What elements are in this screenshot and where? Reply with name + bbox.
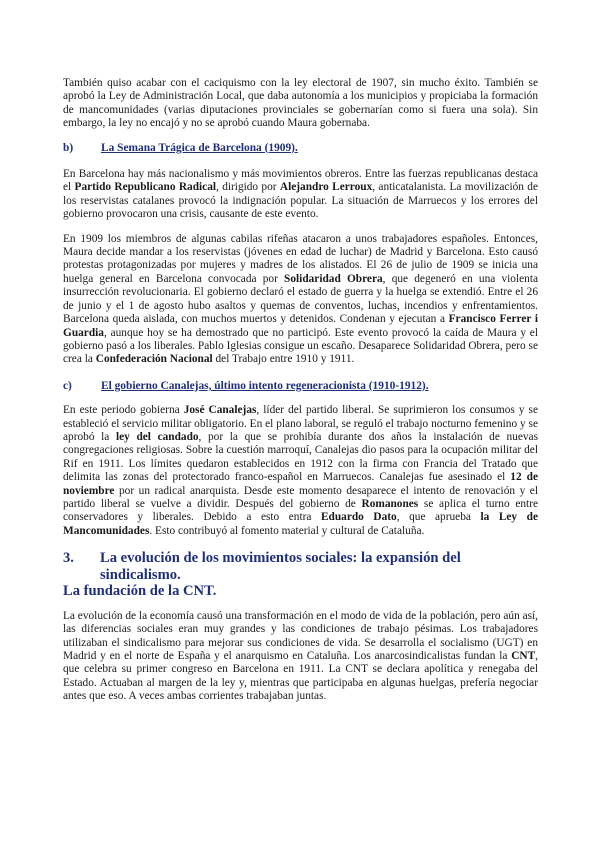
subheading-letter: b) [63, 141, 74, 154]
subheading-letter: c) [63, 379, 72, 392]
text-run: La evolución de la economía causó una transformación en el modo de vida de la población, pero aún así, las diferencias sociales eran muy grandes y las condiciones de trabajo pésimas. Los trabajadores utilizaban el sindicalismo para mejorar sus condiciones de vida. Se desarrolla el socialismo (UGT) en Madrid y en el norte de España y el anarquismo en Cataluña. Los anarcosindicalistas fundan la [63, 609, 539, 662]
bold-term: José Canalejas [183, 404, 257, 417]
bold-term: ley del candado [115, 430, 199, 443]
section-title [63, 550, 538, 600]
subheading-c [63, 380, 538, 393]
text-run: , líder del partido liberal. Se suprimieron los consumos y se estableció el servicio militar obligatorio. En el plano laboral, se reguló el trabajo nocturno femenino y se aprobó la [63, 404, 538, 443]
text-run: En Barcelona hay más nacionalismo y más movimientos obreros. Entre las fuerzas republicanas destaca el [63, 168, 538, 194]
bold-term: Confederación Nacional [95, 353, 213, 366]
subheading-title: La Semana Trágica de Barcelona (1909). [101, 141, 298, 154]
text-run: . Esto contribuyó al fomento material y cultural de Cataluña. [149, 524, 425, 537]
text-run: del Trabajo entre 1910 y 1911. [212, 353, 355, 366]
bold-term: Solidaridad Obrera [284, 272, 383, 285]
section-title-line: La fundación de la CNT. [63, 583, 217, 600]
text-run: se aplica el turno entre conservadores y liberales. Debido a esto entra [63, 497, 539, 524]
text-run: , aunque hoy se ha demostrado que no participó. Este evento provocó la caída de Maura y el gobierno pasó a los liberales. Pablo Iglesias consigue un escaño. Desaparece Solidaridad Obrera, pero se crea la [63, 326, 538, 366]
paragraph-canalejas [63, 404, 538, 538]
bold-term: 12 de noviembre [63, 471, 538, 497]
subheading-b [63, 142, 538, 155]
bold-term: la Ley de Mancomunidades [63, 511, 538, 537]
paragraph-sindicalismo [63, 610, 538, 704]
text-run: por un radical anarquista. Desde este momento desaparece el intento de renovación y el partido liberal se vuelve a dividir. Después del gobierno de [63, 484, 538, 510]
paragraph-maura-reforms [63, 77, 538, 131]
bold-term: CNT [511, 649, 536, 662]
bold-term: Romanones [361, 497, 419, 510]
text-run: En 1909 los miembros de algunas cabilas rifeñas atacaron a unos trabajadores españoles. Entonces, Maura decide mandar a los reservistas (jóvenes en edad de luchar) de Madrid y Barcelona. Esto causó protestas protagonizadas por mujeres y madres de los alistados. El 26 de julio de 1909 se inicia una huelga general en Barcelona convocada por [63, 232, 538, 285]
text-run: , anticatalanista. La movilización de los reservistas catalanes provocó la indignación popular. La situación de Marruecos y los errores del gobierno provocaron una crisis, causante de este evento. [63, 181, 538, 221]
text-run: , que aprueba [396, 511, 481, 524]
section-title-line: La evolución de los movimientos sociales: la expansión del sindicalismo. [100, 550, 461, 583]
text-run: , por la que se prohibía durante dos años la instalación de nuevas congregaciones religiosas. Sobre la cuestión marroquí, Canalejas dio pasos para la ocupación militar del Rif en 1911. Los límites quedaron establecidos en 1912 con la firma con Francia del Tratado que delimita las zonas del protectorado franco-español en Marruecos. Canalejas fue asesinado el [63, 430, 538, 484]
text-run: , dirigido por [216, 181, 280, 194]
section-number: 3. [63, 550, 74, 567]
text-run: , que celebra su primer congreso en Barcelona en 1911. La CNT se declara apolítica y renegaba del Estado. Actuaban al margen de la ley y, mientras que participaba en algunas huelgas, prefería negociar antes que eso. A veces ambas corrientes trabajaban juntas. [63, 649, 538, 703]
text-run: En este periodo gobierna [63, 404, 184, 417]
paragraph-barcelona-context [63, 168, 538, 222]
text-run: , que degeneró en una violenta insurrección revolucionaria. El gobierno declaró el estado de guerra y la huelga se extendió. Entre el 26 de junio y el 1 de agosto hubo asaltos y quemas de conventos, luchas, incendios y enfrentamientos. Barcelona queda aislada, con muchos muertos y detenidos. Condenan y ejecutan a [63, 272, 539, 326]
bold-term: Eduardo Dato [320, 511, 397, 524]
paragraph-semana-tragica [63, 233, 538, 367]
bold-term: Francisco Ferrer i Guardia [63, 313, 538, 339]
section-heading-3 [63, 550, 538, 600]
bold-term: Partido Republicano Radical [74, 181, 217, 194]
bold-term: Alejandro Lerroux [279, 181, 373, 194]
paragraph-text: También quiso acabar con el caciquismo con la ley electoral de 1907, sin mucho éxito. También se aprobó la Ley de Administración Local, que daba autonomía a los municipios y propiciaba la formación de mancomunidades (varias diputaciones provinciales se gobernarían como si fuera una sola). Sin embargo, la ley no encajó y no se aprobó cuando Maura gobernaba. [63, 77, 538, 130]
subheading-title: El gobierno Canalejas, último intento regeneracionista (1910-1912). [101, 379, 429, 392]
